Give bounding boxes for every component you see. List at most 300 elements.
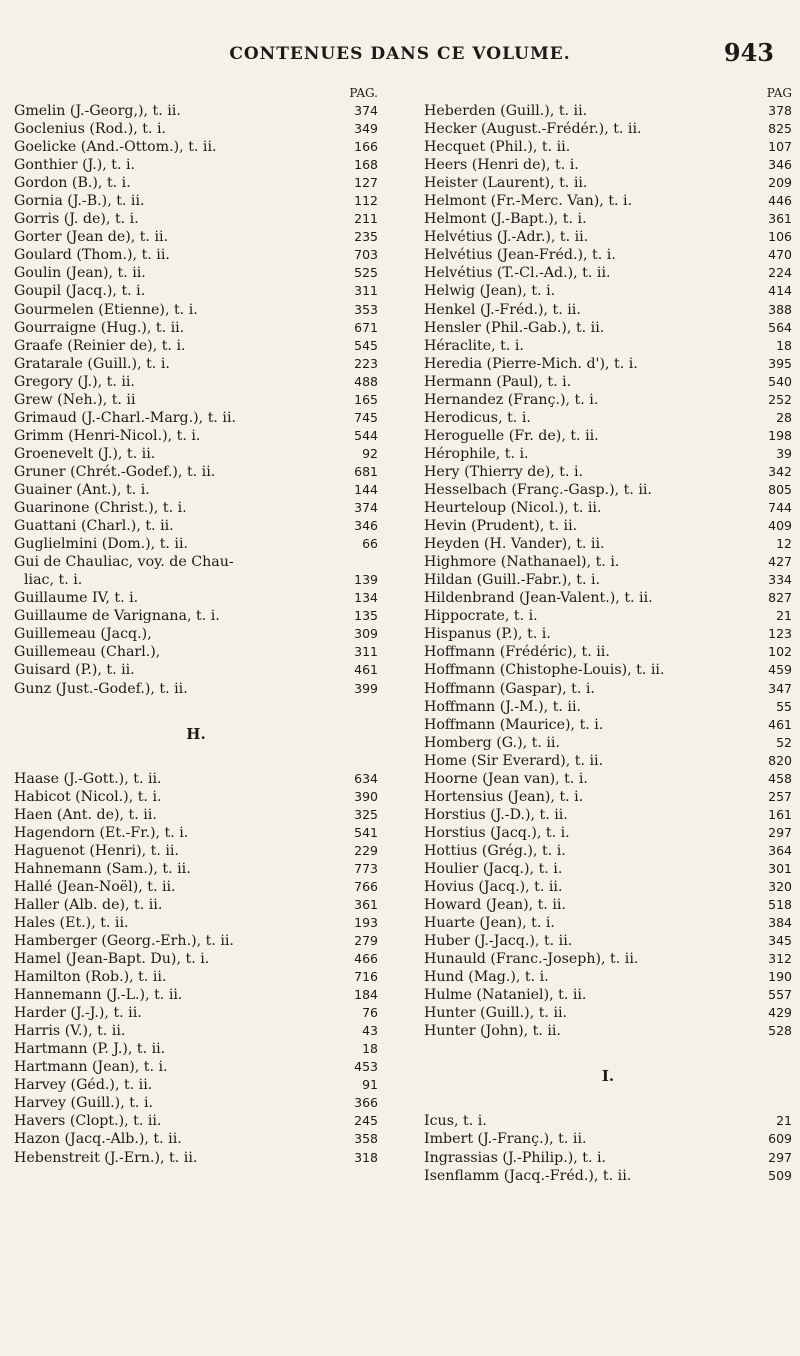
entry-page: 459 xyxy=(768,662,792,678)
entry-page: 311 xyxy=(354,644,378,660)
entry-page: 297 xyxy=(768,1149,792,1165)
entry-name: Hoffmann (J.-M.), t. ii. xyxy=(424,698,582,715)
entry-name: Goupil (Jacq.), t. i. xyxy=(14,283,146,300)
entry-page: 453 xyxy=(354,1059,378,1075)
index-group-i xyxy=(424,1112,792,1184)
index-entry xyxy=(14,1076,378,1094)
entry-name: Harris (V.), t. ii. xyxy=(14,1023,126,1040)
entry-page: 252 xyxy=(768,391,792,407)
entry-name: Hahnemann (Sam.), t. ii. xyxy=(14,860,191,877)
entry-name: Isenflamm (Jacq.-Fréd.), t. ii. xyxy=(424,1167,632,1184)
entry-name: Hoorne (Jean van), t. i. xyxy=(424,770,588,787)
index-entry xyxy=(14,427,378,445)
index-entry xyxy=(14,553,378,571)
entry-page: 235 xyxy=(354,229,378,245)
index-entry xyxy=(424,373,792,391)
index-entry xyxy=(14,445,378,463)
index-entry xyxy=(14,1022,378,1040)
entry-name: Guillemeau (Jacq.), xyxy=(14,626,152,643)
entry-name: Hunter (John), t. ii. xyxy=(424,1023,561,1040)
entry-name: Howard (Jean), t. ii. xyxy=(424,897,566,914)
index-entry xyxy=(14,1149,378,1167)
index-entry xyxy=(424,445,792,463)
entry-page: 198 xyxy=(768,427,792,443)
entry-name: Gorter (Jean de), t. ii. xyxy=(14,229,169,246)
entry-name: Hazon (Jacq.-Alb.), t. ii. xyxy=(14,1131,182,1148)
entry-name: Heberden (Guill.), t. ii. xyxy=(424,103,588,119)
entry-page: 92 xyxy=(362,445,378,461)
section-letter-i: I. xyxy=(601,1067,615,1086)
index-entry xyxy=(424,734,792,752)
entry-page: 361 xyxy=(768,211,792,227)
entry-page: 257 xyxy=(768,788,792,804)
spacer xyxy=(424,1040,792,1058)
entry-name: Haller (Alb. de), t. ii. xyxy=(14,896,163,913)
index-entry xyxy=(424,698,792,716)
entry-page: 466 xyxy=(354,951,378,967)
entry-name: Havers (Clopt.), t. ii. xyxy=(14,1113,162,1130)
entry-page: 827 xyxy=(768,590,792,606)
index-entry xyxy=(14,301,378,319)
entry-page: 409 xyxy=(768,518,792,534)
entry-name: Gorris (J. de), t. i. xyxy=(14,211,139,228)
index-entry xyxy=(424,102,792,120)
entry-name: Helmont (J.-Bapt.), t. i. xyxy=(424,211,587,228)
entry-name: Groenevelt (J.), t. ii. xyxy=(14,445,156,462)
entry-name: Hallé (Jean-Noël), t. ii. xyxy=(14,878,176,895)
entry-page: 518 xyxy=(768,897,792,913)
index-entry xyxy=(14,210,378,228)
entry-page: 66 xyxy=(362,536,378,552)
index-entry xyxy=(14,1130,378,1148)
index-entry xyxy=(14,932,378,950)
index-entry xyxy=(424,246,792,264)
entry-name: Hecquet (Phil.), t. ii. xyxy=(424,139,571,156)
index-entry xyxy=(14,499,378,517)
index-group-h xyxy=(14,770,378,1167)
index-entry xyxy=(424,770,792,788)
entry-name: Guillemeau (Charl.), xyxy=(14,644,161,661)
entry-page: 18 xyxy=(776,337,792,353)
entry-name: Guillaume de Varignana, t. i. xyxy=(14,608,220,625)
entry-name: Hamilton (Rob.), t. ii. xyxy=(14,969,167,986)
entry-name: Heister (Laurent), t. ii. xyxy=(424,175,588,192)
entry-page: 168 xyxy=(354,157,378,173)
entry-name: Haguenot (Henri), t. ii. xyxy=(14,842,179,859)
entry-name: Gratarale (Guill.), t. i. xyxy=(14,355,170,372)
index-entry xyxy=(424,517,792,535)
entry-page: 123 xyxy=(768,626,792,642)
index-entry xyxy=(14,120,378,138)
entry-page: 557 xyxy=(768,987,792,1003)
entry-page: 540 xyxy=(768,373,792,389)
entry-page: 564 xyxy=(768,319,792,335)
entry-page: 301 xyxy=(768,860,792,876)
entry-name: Hoffmann (Chistophe-Louis), t. ii. xyxy=(424,662,665,679)
entry-name: Hermann (Paul), t. i. xyxy=(424,373,572,390)
entry-page: 311 xyxy=(354,283,378,299)
index-entry xyxy=(424,842,792,860)
entry-page: 107 xyxy=(768,139,792,155)
entry-page: 361 xyxy=(354,896,378,912)
entry-name: Herodicus, t. i. xyxy=(424,409,531,426)
entry-page: 374 xyxy=(354,500,378,516)
entry-name: Gourraigne (Hug.), t. ii. xyxy=(14,319,185,336)
entry-name: Hund (Mag.), t. i. xyxy=(424,969,549,986)
index-entry xyxy=(14,680,378,698)
entry-name: Hales (Et.), t. ii. xyxy=(14,914,129,931)
entry-name: Guainer (Ant.), t. i. xyxy=(14,481,150,498)
entry-name: Hagendorn (Et.-Fr.), t. i. xyxy=(14,824,189,841)
left-column xyxy=(14,84,378,1167)
entry-page: 388 xyxy=(768,301,792,317)
entry-name: Icus, t. i. xyxy=(424,1113,487,1130)
entry-page: 139 xyxy=(354,572,378,588)
index-entry xyxy=(14,824,378,842)
entry-name: Gornia (J.-B.), t. ii. xyxy=(14,193,145,210)
entry-name: Hottius (Grég.), t. i. xyxy=(424,842,566,859)
entry-page: 320 xyxy=(768,879,792,895)
entry-name: Heers (Henri de), t. i. xyxy=(424,157,579,174)
entry-name: Gruner (Chrét.-Godef.), t. ii. xyxy=(14,463,216,480)
index-entry xyxy=(14,589,378,607)
entry-name: Imbert (J.-Franç.), t. ii. xyxy=(424,1131,587,1148)
index-entry xyxy=(14,319,378,337)
index-entry xyxy=(424,156,792,174)
entry-page: 744 xyxy=(768,500,792,516)
entry-name: Hovius (Jacq.), t. ii. xyxy=(424,879,563,896)
running-title: CONTENUES DANS CE VOLUME. xyxy=(229,44,571,64)
index-entry xyxy=(424,1130,792,1148)
index-entry xyxy=(424,716,792,734)
index-entry xyxy=(14,355,378,373)
index-entry xyxy=(424,589,792,607)
entry-page: 184 xyxy=(354,987,378,1003)
index-entry xyxy=(424,391,792,409)
entry-name: Hoffmann (Maurice), t. i. xyxy=(424,716,604,733)
entry-name: Harvey (Guill.), t. i. xyxy=(14,1095,154,1112)
index-entry xyxy=(424,301,792,319)
page-number: 943 xyxy=(723,38,774,67)
entry-page: 224 xyxy=(768,265,792,281)
entry-name: Hartmann (Jean), t. i. xyxy=(14,1059,168,1076)
entry-name: Hartmann (P. J.), t. ii. xyxy=(14,1041,166,1058)
entry-page: 390 xyxy=(354,788,378,804)
index-entry xyxy=(14,228,378,246)
index-entry xyxy=(424,192,792,210)
index-entry xyxy=(14,373,378,391)
index-entry xyxy=(424,896,792,914)
entry-page: 345 xyxy=(768,933,792,949)
entry-name: Harder (J.-J.), t. ii. xyxy=(14,1005,142,1022)
entry-name: Goelicke (And.-Ottom.), t. ii. xyxy=(14,139,217,156)
entry-page: 773 xyxy=(354,860,378,876)
index-entry xyxy=(14,192,378,210)
index-entry xyxy=(424,337,792,355)
entry-page: 211 xyxy=(354,211,378,227)
index-entry xyxy=(424,1167,792,1185)
entry-name: Heredia (Pierre-Mich. d'), t. i. xyxy=(424,355,638,372)
entry-name: Héraclite, t. i. xyxy=(424,337,524,354)
entry-page: 223 xyxy=(354,355,378,371)
index-entry xyxy=(14,1058,378,1076)
entry-name: Haase (J.-Gott.), t. ii. xyxy=(14,770,162,787)
index-entry xyxy=(14,986,378,1004)
entry-name: Helvétius (Jean-Fréd.), t. i. xyxy=(424,247,616,264)
index-entry xyxy=(14,246,378,264)
entry-name: Grimaud (J.-Charl.-Marg.), t. ii. xyxy=(14,409,237,426)
index-entry xyxy=(424,264,792,282)
entry-name: Helwig (Jean), t. i. xyxy=(424,283,556,300)
entry-name: Heyden (H. Vander), t. ii. xyxy=(424,536,605,553)
entry-page: 399 xyxy=(354,680,378,696)
entry-name: Hecker (August.-Frédér.), t. ii. xyxy=(424,121,642,138)
entry-page: 346 xyxy=(354,518,378,534)
entry-name: Houlier (Jacq.), t. i. xyxy=(424,860,563,877)
index-entry xyxy=(424,120,792,138)
entry-page: 358 xyxy=(354,1131,378,1147)
entry-page: 378 xyxy=(768,103,792,118)
entry-name: Gmelin (J.-Georg,), t. ii. xyxy=(14,103,181,119)
entry-page: 91 xyxy=(362,1077,378,1093)
entry-page: 395 xyxy=(768,355,792,371)
index-entry xyxy=(424,228,792,246)
index-entry xyxy=(424,661,792,679)
entry-page: 18 xyxy=(362,1041,378,1057)
index-entry xyxy=(14,156,378,174)
index-entry xyxy=(14,950,378,968)
entry-name: Hulme (Nataniel), t. ii. xyxy=(424,987,587,1004)
index-entry xyxy=(424,860,792,878)
entry-name: Hesselbach (Franç.-Gasp.), t. ii. xyxy=(424,481,652,498)
entry-page: 166 xyxy=(354,139,378,155)
entry-page: 102 xyxy=(768,644,792,660)
index-group-h-continued xyxy=(424,102,792,1040)
entry-page: 541 xyxy=(354,824,378,840)
index-entry xyxy=(14,409,378,427)
index-entry xyxy=(14,535,378,553)
entry-page: 334 xyxy=(768,572,792,588)
entry-page: 634 xyxy=(354,770,378,786)
entry-page: 545 xyxy=(354,337,378,353)
entry-page: 312 xyxy=(768,951,792,967)
index-entry xyxy=(424,138,792,156)
entry-page: 488 xyxy=(354,373,378,389)
index-entry xyxy=(424,1004,792,1022)
entry-page: 318 xyxy=(354,1149,378,1165)
entry-name: Hevin (Prudent), t. ii. xyxy=(424,518,578,535)
entry-name: Haen (Ant. de), t. ii. xyxy=(14,806,157,823)
entry-name: Henkel (J.-Fréd.), t. ii. xyxy=(424,301,581,318)
section-letter-h: H. xyxy=(186,724,206,743)
entry-name: Guattani (Charl.), t. ii. xyxy=(14,518,174,535)
entry-page: 414 xyxy=(768,283,792,299)
entry-name: Hunauld (Franc.-Joseph), t. ii. xyxy=(424,951,639,968)
entry-page: 458 xyxy=(768,770,792,786)
index-entry xyxy=(14,481,378,499)
entry-page: 112 xyxy=(354,193,378,209)
index-entry xyxy=(14,1004,378,1022)
entry-name: Hoffmann (Gaspar), t. i. xyxy=(424,680,595,697)
index-entry xyxy=(424,463,792,481)
index-entry xyxy=(424,535,792,553)
index-entry xyxy=(424,824,792,842)
entry-page: 21 xyxy=(776,608,792,624)
entry-name: Helvétius (J.-Adr.), t. ii. xyxy=(424,229,589,246)
entry-page: 820 xyxy=(768,752,792,768)
index-entry xyxy=(424,968,792,986)
index-entry xyxy=(14,337,378,355)
entry-page: 681 xyxy=(354,463,378,479)
entry-page: 297 xyxy=(768,824,792,840)
entry-name: liac, t. i. xyxy=(24,572,83,589)
entry-name: Hildan (Guill.-Fabr.), t. i. xyxy=(424,572,601,589)
entry-name: Highmore (Nathanael), t. i. xyxy=(424,554,620,571)
index-entry xyxy=(424,282,792,300)
entry-name: Helmont (Fr.-Merc. Van), t. i. xyxy=(424,193,633,210)
entry-page: 127 xyxy=(354,175,378,191)
index-entry xyxy=(424,355,792,373)
entry-page: 766 xyxy=(354,878,378,894)
spacer xyxy=(424,1094,792,1112)
entry-name: Horstius (J.-D.), t. ii. xyxy=(424,806,568,823)
entry-name: Graafe (Reinier de), t. i. xyxy=(14,337,186,354)
entry-page: 43 xyxy=(362,1023,378,1039)
entry-page: 461 xyxy=(768,716,792,732)
index-entry xyxy=(424,553,792,571)
entry-name: Gonthier (J.), t. i. xyxy=(14,157,136,174)
entry-page: 703 xyxy=(354,247,378,263)
entry-name: Heroguelle (Fr. de), t. ii. xyxy=(424,427,599,444)
index-entry xyxy=(424,643,792,661)
entry-page: 825 xyxy=(768,121,792,137)
entry-page: 55 xyxy=(776,698,792,714)
entry-page: 135 xyxy=(354,608,378,624)
index-entry xyxy=(424,625,792,643)
entry-page: 12 xyxy=(776,536,792,552)
entry-page: 364 xyxy=(768,842,792,858)
index-entry xyxy=(424,878,792,896)
entry-name: Guarinone (Christ.), t. i. xyxy=(14,500,187,517)
index-entry xyxy=(14,517,378,535)
entry-name: Habicot (Nicol.), t. i. xyxy=(14,788,162,805)
index-entry xyxy=(14,896,378,914)
entry-name: Gregory (J.), t. ii. xyxy=(14,373,135,390)
entry-page: 716 xyxy=(354,969,378,985)
index-entry xyxy=(14,1094,378,1112)
entry-name: Goclenius (Rod.), t. i. xyxy=(14,121,167,138)
entry-page: 21 xyxy=(776,1113,792,1129)
index-entry xyxy=(424,481,792,499)
entry-page: 347 xyxy=(768,680,792,696)
entry-page: 745 xyxy=(354,409,378,425)
entry-name: Hunter (Guill.), t. ii. xyxy=(424,1005,568,1022)
index-entry xyxy=(424,1112,792,1130)
entry-name: Hamberger (Georg.-Erh.), t. ii. xyxy=(14,932,234,949)
entry-name: Hernandez (Franç.), t. i. xyxy=(424,391,599,408)
entry-name: Grimm (Henri-Nicol.), t. i. xyxy=(14,427,201,444)
entry-page: 429 xyxy=(768,1005,792,1021)
index-entry xyxy=(424,752,792,770)
entry-page: 190 xyxy=(768,969,792,985)
entry-page: 161 xyxy=(768,806,792,822)
index-entry xyxy=(14,643,378,661)
entry-name: Hérophile, t. i. xyxy=(424,445,529,462)
entry-page: 279 xyxy=(354,932,378,948)
index-entry xyxy=(424,210,792,228)
entry-name: Home (Sir Everard), t. ii. xyxy=(424,752,604,769)
entry-name: Guglielmini (Dom.), t. ii. xyxy=(14,536,189,553)
entry-name: Guisard (P.), t. ii. xyxy=(14,662,135,679)
entry-name: Homberg (G.), t. ii. xyxy=(424,734,560,751)
index-entry xyxy=(424,932,792,950)
entry-name: Hebenstreit (J.-Ern.), t. ii. xyxy=(14,1149,198,1166)
entry-page: 461 xyxy=(354,662,378,678)
entry-page: 52 xyxy=(776,734,792,750)
entry-page: 144 xyxy=(354,481,378,497)
entry-name: Goulard (Thom.), t. ii. xyxy=(14,247,170,264)
entry-page: 805 xyxy=(768,481,792,497)
index-entry xyxy=(424,571,792,589)
index-entry xyxy=(424,914,792,932)
entry-page: 28 xyxy=(776,409,792,425)
entry-name: Ingrassias (J.-Philip.), t. i. xyxy=(424,1149,607,1166)
index-entry xyxy=(14,968,378,986)
pag-label-right: PAG xyxy=(766,86,792,100)
index-entry xyxy=(424,607,792,625)
entry-name: Gui de Chauliac, voy. de Chau- xyxy=(14,554,234,571)
index-entry xyxy=(14,264,378,282)
entry-page: 245 xyxy=(354,1113,378,1129)
entry-page: 342 xyxy=(768,463,792,479)
index-entry xyxy=(14,571,378,589)
index-entry xyxy=(424,986,792,1004)
index-entry xyxy=(424,680,792,698)
index-entry xyxy=(14,661,378,679)
entry-name: Hippocrate, t. i. xyxy=(424,608,538,625)
entry-page: 209 xyxy=(768,175,792,191)
index-entry xyxy=(14,878,378,896)
entry-name: Harvey (Géd.), t. ii. xyxy=(14,1077,153,1094)
entry-page: 165 xyxy=(354,391,378,407)
entry-name: Gourmelen (Etienne), t. i. xyxy=(14,301,198,318)
entry-page: 106 xyxy=(768,229,792,245)
entry-name: Hortensius (Jean), t. i. xyxy=(424,788,584,805)
spacer xyxy=(14,698,378,716)
entry-name: Hannemann (J.-L.), t. ii. xyxy=(14,987,183,1004)
index-entry xyxy=(14,174,378,192)
entry-name: Grew (Neh.), t. ii xyxy=(14,391,136,408)
entry-page: 353 xyxy=(354,301,378,317)
entry-page: 470 xyxy=(768,247,792,263)
pag-label-left: PAG. xyxy=(349,86,378,100)
entry-page: 384 xyxy=(768,915,792,931)
index-entry xyxy=(424,499,792,517)
entry-page: 366 xyxy=(354,1095,378,1111)
index-entry xyxy=(14,914,378,932)
entry-page: 349 xyxy=(354,121,378,137)
entry-page: 525 xyxy=(354,265,378,281)
index-entry xyxy=(14,806,378,824)
entry-page: 528 xyxy=(768,1023,792,1039)
page-header xyxy=(0,0,800,90)
index-entry xyxy=(424,427,792,445)
entry-page: 76 xyxy=(362,1005,378,1021)
entry-name: Huber (J.-Jacq.), t. ii. xyxy=(424,933,573,950)
entry-name: Horstius (Jacq.), t. i. xyxy=(424,824,570,841)
entry-name: Hery (Thierry de), t. i. xyxy=(424,463,584,480)
entry-page: 609 xyxy=(768,1131,792,1147)
